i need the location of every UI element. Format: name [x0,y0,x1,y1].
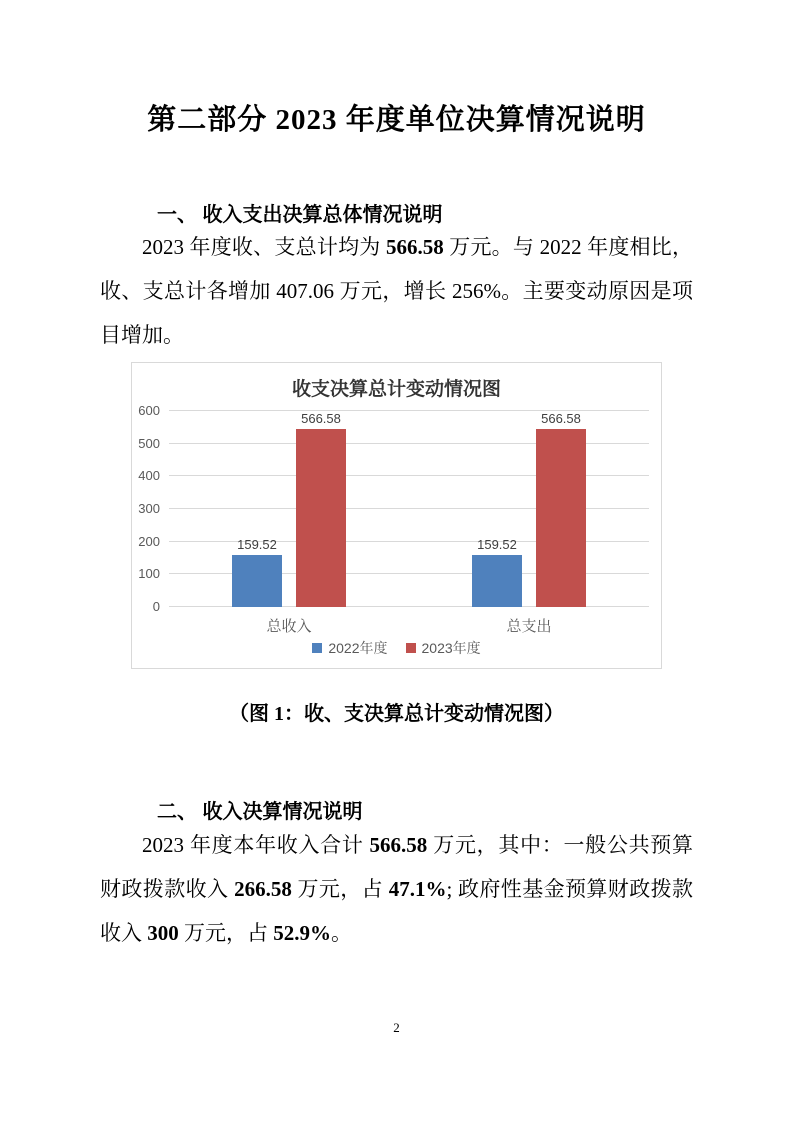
bar-value-label: 566.58 [301,411,341,426]
page-number: 2 [393,1020,400,1035]
text-segment: 万元，占 [291,877,389,901]
legend-label: 2023年度 [421,640,481,656]
section-1-heading: 一、 收入支出决算总体情况说明 [157,204,443,226]
text-segment: 266.58 [234,877,292,901]
bar-column [296,411,346,607]
legend-item [406,638,481,658]
y-axis-tick-label: 200 [138,533,160,549]
figure-caption: （图 1：收、支决算总计变动情况图） [229,703,564,725]
text-segment: 万元，其中：一般公共预算财政拨款收入 [100,833,694,901]
y-axis-tick-label: 600 [138,403,160,418]
text-segment: 47.1% [388,877,447,901]
y-axis-tick-label: 300 [138,501,160,516]
text-segment: 2023 年度收、支总计均为 [142,235,386,259]
section-2-heading: 二、 收入决算情况说明 [157,801,363,823]
text-segment: 万元。与 2022 年度相比，收、支总计各增加 407.06 万元，增长 256%。主要变动原因是项目增加。 [100,235,693,347]
text-segment: 2023 年度本年收入合计 [142,833,370,857]
bar [296,429,346,607]
document-title: 第二部分 2023 年度单位决算情况说明 [147,104,646,136]
text-segment: 万元，占 [178,921,274,945]
text-segment: 566.58 [369,833,428,857]
bar [472,555,522,607]
section-2-paragraph [100,823,693,955]
section-1-paragraph [100,225,693,357]
legend-item [312,638,387,658]
bar-chart-figure [131,362,662,669]
chart-title: 收支决算总计变动情况图 [291,379,501,400]
bar-value-label: 566.58 [541,411,581,426]
y-axis-tick-label: 500 [138,435,160,451]
legend-swatch [406,643,416,653]
legend-swatch [312,643,322,653]
bar-column [536,411,586,607]
bar-group [232,411,346,607]
bar-column [232,411,282,607]
y-axis-tick-label: 400 [138,468,160,484]
text-segment: 52.9% [273,921,331,945]
bar-group [472,411,586,607]
bar [232,555,282,607]
text-segment: 。 [331,921,352,945]
bar-value-label: 159.52 [477,536,517,552]
text-segment: 300 [147,921,179,945]
y-axis-tick-label: 100 [138,566,160,582]
x-axis-category-label: 总收入 [266,618,312,635]
bar [536,429,586,607]
bar-column [472,411,522,607]
text-segment: 566.58 [386,235,444,259]
chart-legend [132,638,661,658]
x-axis-category-label: 总支出 [506,618,552,635]
bar-value-label: 159.52 [237,536,277,552]
plot-area [138,403,649,635]
text-segment: ; 政府性基金预算财政拨款收入 [100,877,694,945]
legend-label: 2022年度 [328,640,388,656]
y-axis-tick-label: 0 [152,599,160,614]
